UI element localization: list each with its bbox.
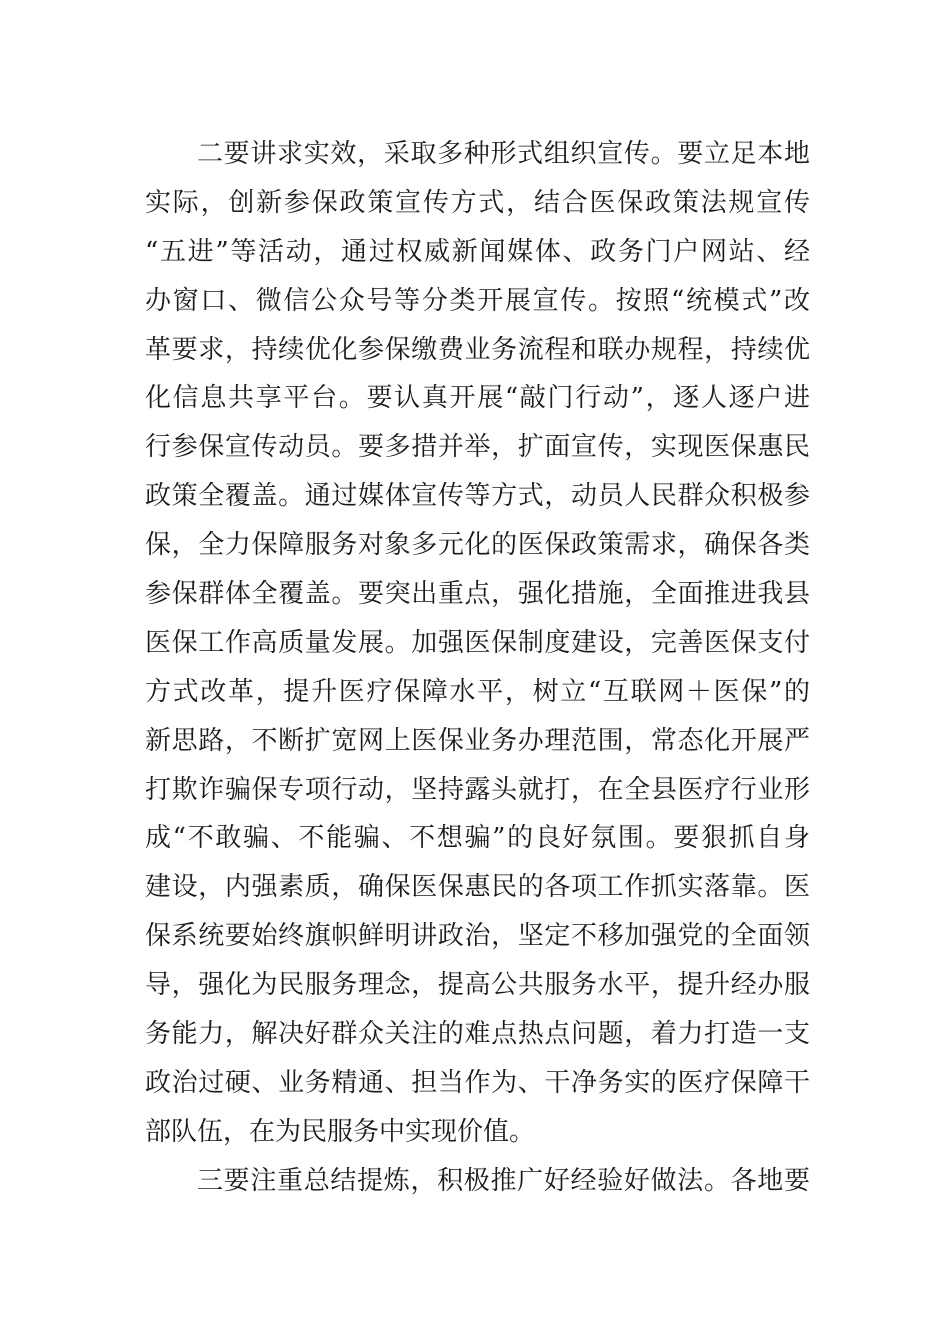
text-line: 二要讲求实效，采取多种形式组织宣传。要立足本地 bbox=[197, 139, 810, 169]
text-line: “五进”等活动，通过权威新闻媒体、政务门户网站、经 bbox=[145, 236, 810, 267]
text-line: 新思路，不断扩宽网上医保业务办理范围，常态化开展严 bbox=[145, 725, 810, 756]
text-line: 政策全覆盖。通过媒体宣传等方式，动员人民群众积极参 bbox=[145, 481, 810, 512]
text-line: 打欺诈骗保专项行动，坚持露头就打，在全县医疗行业形 bbox=[145, 774, 810, 805]
text-line: 保系统要始终旗帜鲜明讲政治，坚定不移加强党的全面领 bbox=[145, 921, 810, 952]
paragraph-2 bbox=[145, 1157, 810, 1206]
body-text bbox=[145, 130, 810, 1206]
text-line: 导，强化为民服务理念，提高公共服务水平，提升经办服 bbox=[145, 970, 810, 1001]
text-line: 成“不敢骗、不能骗、不想骗”的良好氛围。要狠抓自身 bbox=[145, 823, 810, 854]
text-line: 实际，创新参保政策宣传方式，结合医保政策法规宣传 bbox=[145, 187, 810, 218]
paragraph-1 bbox=[145, 130, 810, 1157]
text-line: 三要注重总结提炼，积极推广好经验好做法。各地要 bbox=[197, 1165, 810, 1196]
text-line: 医保工作高质量发展。加强医保制度建设，完善医保支付 bbox=[145, 627, 810, 658]
text-line: 保，全力保障服务对象多元化的医保政策需求，确保各类 bbox=[145, 530, 810, 561]
text-line: 行参保宣传动员。要多措并举，扩面宣传，实现医保惠民 bbox=[145, 432, 810, 463]
text-line: 部队伍，在为民服务中实现价值。 bbox=[145, 1116, 536, 1147]
text-line: 政治过硬、业务精通、担当作为、干净务实的医疗保障干 bbox=[145, 1067, 810, 1098]
text-line: 方式改革，提升医疗保障水平，树立“互联网＋医保”的 bbox=[145, 676, 810, 707]
text-line: 务能力，解决好群众关注的难点热点问题，着力打造一支 bbox=[145, 1019, 810, 1050]
text-line: 参保群体全覆盖。要突出重点，强化措施，全面推进我县 bbox=[145, 579, 810, 610]
text-line: 革要求，持续优化参保缴费业务流程和联办规程，持续优 bbox=[145, 334, 810, 365]
text-line: 建设，内强素质，确保医保惠民的各项工作抓实落靠。医 bbox=[145, 872, 810, 903]
text-line: 化信息共享平台。要认真开展“敲门行动”，逐人逐户进 bbox=[145, 383, 810, 414]
text-line: 办窗口、微信公众号等分类开展宣传。按照“统模式”改 bbox=[145, 285, 810, 316]
